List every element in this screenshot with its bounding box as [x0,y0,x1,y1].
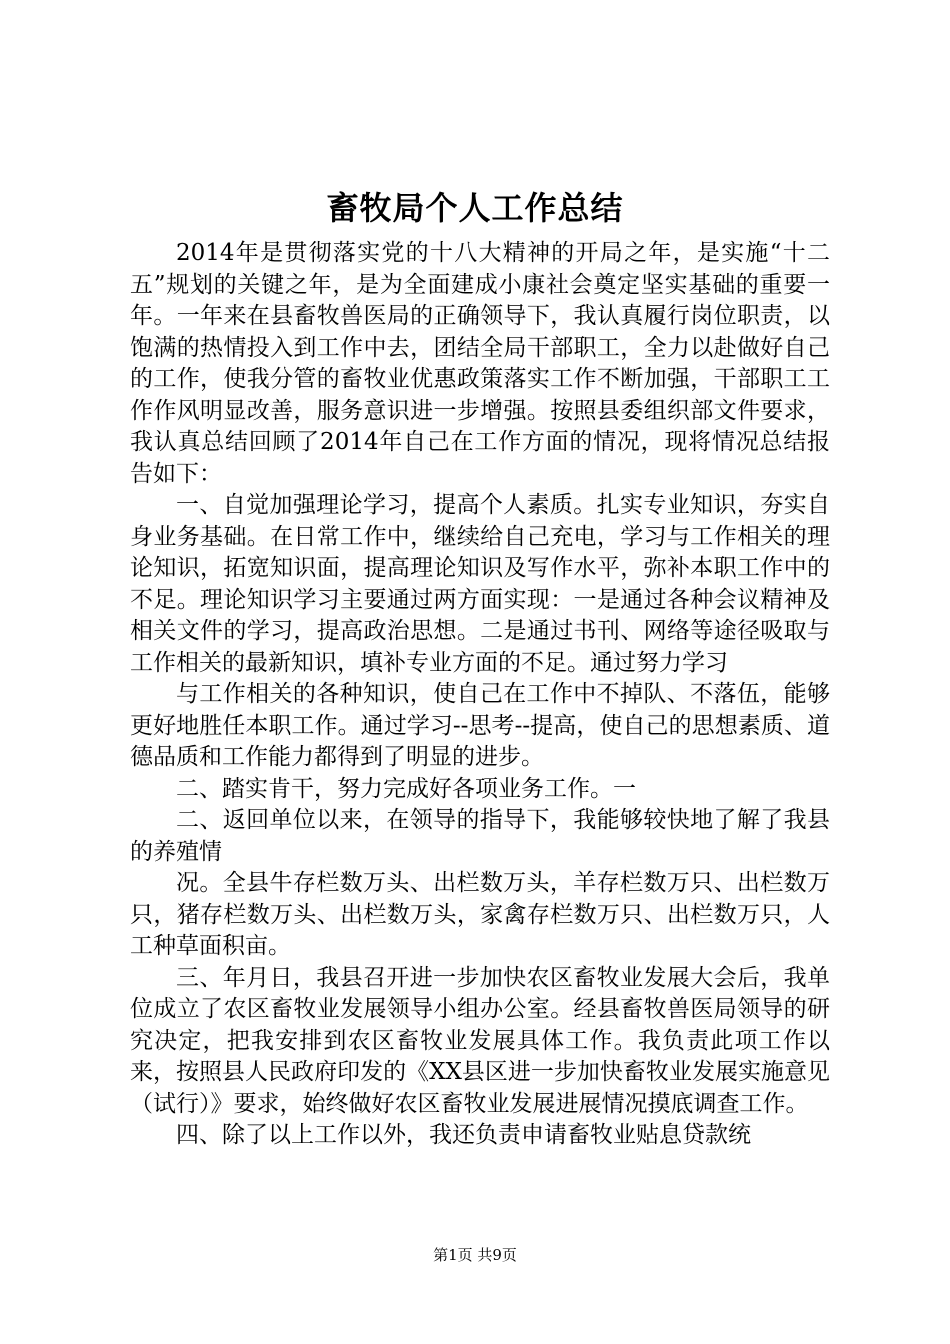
paragraph-return-unit: 二、返回单位以来，在领导的指导下，我能够较快地了解了我县的养殖情 [130,807,830,865]
paragraph-section-two-heading: 二、踏实肯干，努力完成好各项业务工作。一 [176,775,636,802]
paragraph-section-three: 三、年月日，我县召开进一步加快农区畜牧业发展大会后，我单位成立了农区畜牧业发展领导小组办公室。经县畜牧兽医局领导的研究决定，把我安排到农区畜牧业发展具体工作。我负责此项工作以来，按照县人民政府印发的《XX县区进一步加快畜牧业发展实施意见（试行）》要求，始终做好农区畜牧业发展进展情况摸底调查工作。 [130,964,830,1117]
page-number-footer: 第1页 共9页 [433,1246,517,1264]
paragraph-livestock-stats: 况。全县牛存栏数万头、出栏数万头，羊存栏数万只、出栏数万只，猪存栏数万头、出栏数万头，家禽存栏数万只、出栏数万只，人工种草面积亩。 [130,870,830,959]
paragraph-intro: 2014年是贯彻落实党的十八大精神的开局之年，是实施“十二五”规划的关键之年，是为全面建成小康社会奠定坚实基础的重要一年。一年来在县畜牧兽医局的正确领导下，我认真履行岗位职责，以饱满的热情投入到工作中去，团结全局干部职工，全力以赴做好自己的工作，使我分管的畜牧业优惠政策落实工作不断加强，干部职工工作作风明显改善，服务意识进一步增强。按照县委组织部文件要求，我认真总结回顾了2014年自己在工作方面的情况，现将情况总结报告如下： [130,240,830,487]
paragraph-study-result: 与工作相关的各种知识，使自己在工作中不掉队、不落伍，能够更好地胜任本职工作。通过学习--思考--提高，使自己的思想素质、道德品质和工作能力都得到了明显的进步。 [130,681,830,770]
paragraph-theory-study: 一、自觉加强理论学习，提高个人素质。扎实专业知识，夯实自身业务基础。在日常工作中，继续给自己充电，学习与工作相关的理论知识，拓宽知识面，提高理论知识及写作水平，弥补本职工作中的不足。理论知识学习主要通过两方面实现：一是通过各种会议精神及相关文件的学习，提高政治思想。二是通过书刊、网络等途径吸取与工作相关的最新知识，填补专业方面的不足。通过努力学习 [130,492,830,676]
document-title: 畜牧局个人工作总结 [326,189,624,227]
paragraph-section-four: 四、除了以上工作以外，我还负责申请畜牧业贴息贷款统 [176,1122,751,1148]
document-body [130,238,830,1152]
